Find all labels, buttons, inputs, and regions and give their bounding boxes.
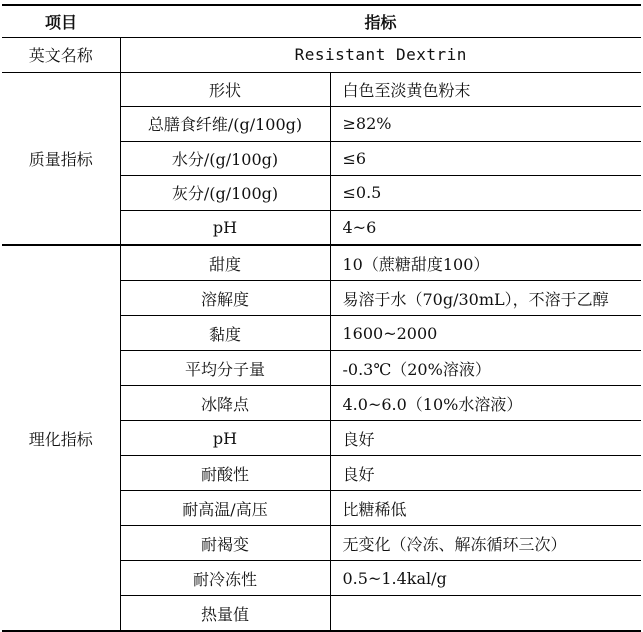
quality-value: 4~6	[330, 210, 641, 245]
physchem-value: 无变化（冷冻、解冻循环三次）	[330, 526, 641, 561]
quality-item: 总膳食纤维/(g/100g)	[120, 107, 330, 142]
physchem-value: 良好	[330, 456, 641, 491]
physchem-value: 4.0~6.0（10%水溶液）	[330, 386, 641, 421]
quality-value: ≤0.5	[330, 176, 641, 211]
quality-value: ≥82%	[330, 107, 641, 142]
physchem-item: 耐高温/高压	[120, 491, 330, 526]
english-name-value: Resistant Dextrin	[120, 38, 641, 73]
physchem-item: 溶解度	[120, 281, 330, 316]
physchem-item: 耐酸性	[120, 456, 330, 491]
physchem-value: 0.5~1.4kal/g	[330, 561, 641, 596]
physchem-value: 10（蔗糖甜度100）	[330, 245, 641, 281]
physchem-item: 甜度	[120, 245, 330, 281]
physchem-value: 易溶于水（70g/30mL），不溶于乙醇	[330, 281, 641, 316]
physchem-value: 1600~2000	[330, 316, 641, 351]
quality-item: 形状	[120, 72, 330, 107]
physchem-item: 耐冷冻性	[120, 561, 330, 596]
physchem-value: 良好	[330, 421, 641, 456]
header-row	[2, 5, 641, 38]
english-name-row	[2, 38, 641, 73]
quality-value: ≤6	[330, 141, 641, 176]
header-spec: 指标	[364, 13, 397, 32]
table-row	[2, 245, 641, 281]
quality-value: 白色至淡黄色粉末	[330, 72, 641, 107]
physchem-item: 黏度	[120, 316, 330, 351]
header-item: 项目	[44, 13, 77, 32]
physchem-item: 平均分子量	[120, 351, 330, 386]
table-row	[2, 72, 641, 107]
quality-item: 灰分/(g/100g)	[120, 176, 330, 211]
physchem-item: 耐褐变	[120, 526, 330, 561]
spec-table	[2, 4, 641, 632]
physchem-category: 理化指标	[2, 245, 120, 631]
quality-item: pH	[120, 210, 330, 245]
english-name-label: 英文名称	[2, 38, 120, 73]
physchem-item: pH	[120, 421, 330, 456]
physchem-item: 冰降点	[120, 386, 330, 421]
physchem-value: 比糖稀低	[330, 491, 641, 526]
quality-item: 水分/(g/100g)	[120, 141, 330, 176]
physchem-value: -0.3℃（20%溶液）	[330, 351, 641, 386]
quality-category: 质量指标	[2, 72, 120, 245]
physchem-value	[330, 596, 641, 632]
physchem-item: 热量值	[120, 596, 330, 632]
